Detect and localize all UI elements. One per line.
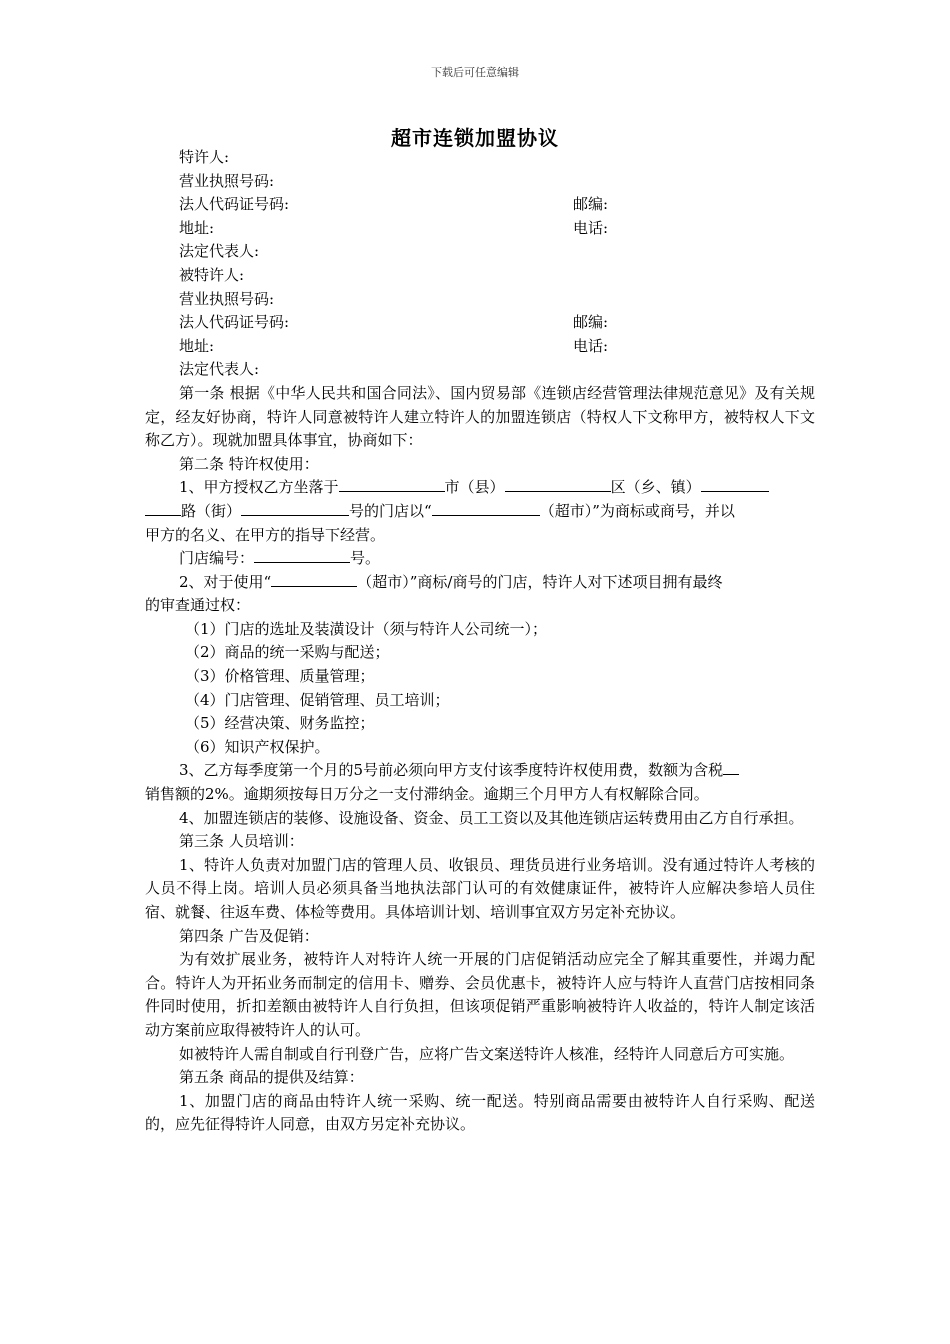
clause-text: 2、对于使用“ [179,572,272,591]
header-note: 下载后可任意编辑 [431,66,519,79]
franchisor-phone-label: 电话: [573,218,609,237]
store-number-blank[interactable] [254,547,350,563]
article-1: 第一条 根据《中华人民共和国合同法》、国内贸易部《连锁店经营管理法律规范意见》及有关规定，经友好协商，特许人同意被特许人建立特许人的加盟连锁店（特权人下文称甲方，被特权人下文称乙方）。现就加盟具体事宜，协商如下： [145,383,815,450]
article-2-clause-1-line-1 [145,476,815,500]
list-item: （2）商品的统一采购与配送； [185,643,390,662]
franchisor-license-label: 营业执照号码: [179,171,275,190]
franchisee-name-label: 被特许人: [179,265,245,284]
clause-text: 号的门店以“ [349,501,432,520]
article-2-clause-2-line-1 [145,571,815,595]
city-blank[interactable] [339,476,445,492]
clause-text: （超市）”为商标或商号，并以 [539,501,735,520]
clause-text: 市（县） [444,478,505,497]
article-4-paragraph-1: 为有效扩展业务，被特许人对特许人统一开展的门店促销活动应完全了解其重要性，并竭力配合。特许人为开拓业务而制定的信用卡、赠券、会员优惠卡，被特许人应与特许人直营门店按相同条件同时使用，折扣差额由被特许人自行负担，但该项促销严重影响被特许人收益的，特许人制定该活动方案前应取得被特许人的认可。 [145,950,815,1039]
article-2-heading: 第二条 特许权使用： [179,454,319,473]
article-2-clause-1-line-2 [145,500,815,524]
article-2-clause-1-line-3: 甲方的名义、在甲方的指导下经营。 [145,525,386,544]
trademark-blank[interactable] [271,571,357,587]
article-5-heading: 第五条 商品的提供及结算： [179,1068,364,1087]
franchisor-postcode-label: 邮编: [573,195,609,214]
article-2-clause-2-line-2: 的审查通过权： [145,596,251,615]
franchisor-address-label: 地址: [179,218,215,237]
clause-text: 3、乙方每季度第一个月的5号前必须向甲方支付该季度特许权使用费，数额为含税 [179,761,724,780]
store-number-line [145,547,815,571]
town-blank[interactable] [701,476,769,492]
franchisor-name-label: 特许人: [179,148,230,166]
franchisor-code-label: 法人代码证号码: [179,195,290,214]
list-item: （1）门店的选址及装潢设计（须与特许人公司统一）； [185,619,548,638]
list-item: （3）价格管理、质量管理； [185,667,375,686]
clause-text: 1、甲方授权乙方坐落于 [179,478,339,497]
franchisee-code-row [145,311,815,335]
article-2-clause-3-line-1 [145,759,815,783]
article-2-clause-3-line-2: 销售额的2%。逾期须按每日万分之一支付滞纳金。逾期三个月甲方人有权解除合同。 [145,785,709,804]
franchisee-address-label: 地址: [179,336,215,355]
franchisee-rep-label: 法定代表人: [179,360,260,379]
tax-blank[interactable] [723,759,739,775]
document-title: 超市连锁加盟协议 [391,126,559,150]
list-item: （4）门店管理、促销管理、员工培训； [185,690,450,709]
number-blank[interactable] [241,500,349,516]
clause-text: 路（街） [181,501,242,520]
document-body [145,146,815,1137]
article-4-paragraph-2: 如被特许人需自制或自行刊登广告，应将广告文案送特许人核准，经特许人同意后方可实施。 [179,1044,795,1063]
store-number-suffix: 号。 [350,549,381,568]
franchisor-code-row [145,193,815,217]
franchisee-phone-label: 电话: [573,336,609,355]
franchisee-code-label: 法人代码证号码: [179,313,290,332]
franchisee-address-row [145,335,815,359]
clause-text: （超市）”商标/商号的门店，特许人对下述项目拥有最终 [357,572,723,591]
list-item: （5）经营决策、财务监控； [185,714,375,733]
district-blank[interactable] [505,476,611,492]
clause-text: 区（乡、镇） [610,478,701,497]
franchisee-license-label: 营业执照号码: [179,289,275,308]
article-5-clause-1: 1、加盟门店的商品由特许人统一采购、统一配送。特别商品需要由被特许人自行采购、配送的，应先征得特许人同意，由双方另定补充协议。 [145,1091,815,1134]
article-4-heading: 第四条 广告及促销： [179,926,319,945]
franchisor-rep-label: 法定代表人: [179,242,260,261]
franchisor-address-row [145,217,815,241]
list-item: （6）知识产权保护。 [185,737,330,756]
store-number-label: 门店编号： [179,549,255,568]
article-3-heading: 第三条 人员培训： [179,832,304,851]
article-3-clause-1: 1、特许人负责对加盟门店的管理人员、收银员、理货员进行业务培训。没有通过特许人考核的人员不得上岗。培训人员必须具备当地执法部门认可的有效健康证件，被特许人应解决参培人员住宿、就餐、往返车费、体检等费用。具体培训计划、培训事宜双方另定补充协议。 [145,855,815,921]
article-2-clause-4: 4、加盟连锁店的装修、设施设备、资金、员工工资以及其他连锁店运转费用由乙方自行承担。 [179,808,804,827]
franchisee-postcode-label: 邮编: [573,313,609,332]
brand-blank[interactable] [432,500,540,516]
road-blank[interactable] [145,500,181,516]
